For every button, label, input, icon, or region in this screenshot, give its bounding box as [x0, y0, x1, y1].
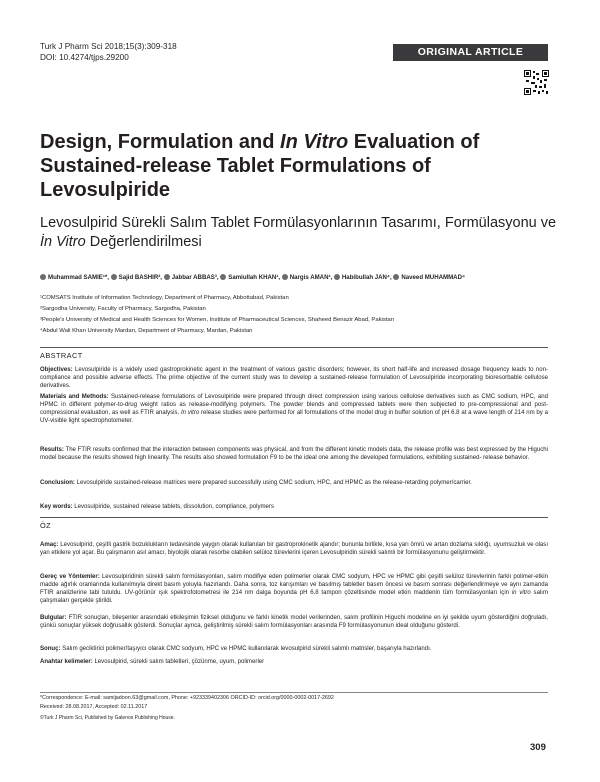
author — [111, 274, 162, 281]
abstract-methods — [40, 393, 548, 425]
orcid-icon — [40, 274, 46, 280]
author-list — [40, 274, 560, 281]
bulgular-label: Bulgular: — [40, 615, 67, 621]
objectives-text: Levosulpiride is a widely used gastroprokinetic agent in the treatment of various gastric disorders; however, its short half-life and increased dosage frequency leads to non-compliance and possible adverse effects. The prime objective of the current study was to develop a sustained-release formulation of Levosulpiride incorporating bioresorbable cellulose derivatives. — [40, 367, 548, 390]
subtitle-italic: İn Vitro — [40, 234, 86, 250]
orcid-icon — [393, 274, 399, 280]
affiliation: ²Sargodha University, Faculty of Pharmacy, Sargodha, Pakistan — [40, 306, 206, 312]
journal-info — [40, 41, 177, 63]
methods-text-end: release studies were performed for all formulations of the model drug in buffer solution of pH 6.8 at a wave length of 214 nm by a UV-visible light spectrophotometer. — [40, 410, 548, 425]
amac-text: Levosulpirid, çeşitli gastrik bozuklukların tedavisinde yaygın olarak kullanılan bir gastroprokinetik ajandır; bununla birlikte, kısa yarı ömrü ve artan dozlama sıklığı, uyumsuzluk ve olası yan etkilere yol açar. Bu çalışmanın asıl amacı, biyolojik olarak resorbe olabilen selüloz türevlerini içeren Levosulpiridin sürekli salımlı bir formülasyonunu geliştirmektir. — [40, 542, 548, 557]
conclusion-label: Conclusion: — [40, 480, 75, 486]
sonuc-label: Sonuç: — [40, 646, 61, 652]
affiliation: ³People's University of Medical and Health Sciences for Women, Institute of Pharmaceutical Sciences, Shaheed Benazir Abad, Pakistan — [40, 317, 394, 323]
orcid-icon — [111, 274, 117, 280]
oz-bulgular — [40, 614, 548, 630]
affiliation: ¹COMSATS Institute of Information Technology, Department of Pharmacy, Abbottabad, Pakistan — [40, 295, 289, 301]
oz-amac — [40, 541, 548, 557]
bulgular-text: FTIR sonuçları, bileşenler arasındaki etkileşimin fiziksel olduğunu ve farklı kinetik model verilerinden, salım profilinin Higuchi modeline en iyi şekilde uyum gösterdiğini doğruladı, çünkü sonuçlar yüksek doğrusallık gösterdi. Sonuçlar ayrıca, geliştirilmiş sürekli salım formülasyonları arasında F9 formülasyonunun ideal olduğunu gösterdi. — [40, 615, 548, 630]
orcid-icon — [220, 274, 226, 280]
methods-italic: In vitro — [180, 410, 200, 417]
anahtar-text: Levosulpirid, sürekli salım tabletleri, çözünme, uyum, polimerler — [92, 659, 265, 665]
author — [220, 274, 280, 281]
author-name: Samiullah KHAN¹, — [228, 274, 281, 281]
yontem-text-end: salım çalışmaları gerçekle ştirildi. — [40, 590, 548, 605]
keywords-label: Key words: — [40, 504, 73, 510]
oz-heading: ÖZ — [40, 517, 548, 530]
author-name: Habibullah JAN⁴, — [341, 274, 392, 281]
abstract-keywords — [40, 503, 548, 511]
methods-label: Materials and Methods: — [40, 394, 109, 400]
yontem-text: Levosulpiridinin sürekli salım formülasyonları, salım modifiye eden polimerler olarak CMC sodyum, HPC ve HPMC gibi çeşitli selüloz türevlerinin farklı polimer-etkin madde ağırlık oranlarında kullanılmıyla direkt basım yoluyla hazırlandı. Daha sonra, toz karışımları ve basılmış tabletler basım öncesi ve basım sonrası değerlendirmeye ve aynı zamanda FTIR analizlerine tabi tutuldu. UV-görünür ışık spektrofotometresi ile 214 nm dalga boyunda pH 6.8 tampon çözeltisinde model etkin maddenin tüm formülasyonları için — [40, 574, 548, 597]
author — [334, 274, 392, 281]
journal-citation: Turk J Pharm Sci 2018;15(3):309-318 — [40, 42, 177, 51]
orcid-icon — [282, 274, 288, 280]
author-name: Nargis AMAN¹, — [289, 274, 333, 281]
qr-code-icon — [524, 70, 549, 95]
article-title-turkish — [40, 214, 560, 252]
page-number: 309 — [530, 742, 546, 753]
oz-anahtar — [40, 658, 548, 666]
oz-yontem — [40, 573, 548, 605]
methods-text: Sustained-release formulations of Levosulpiride were prepared through direct compression using various cellulose derivatives such as CMC sodium, HPC, and HPMC in different polymer-to-drug weight ratios as release-modifying polymers. The powder blends and compressed tablets were then subjected to pre-compressional and post-compressional evaluation, as well as FTIR analysis. — [40, 394, 548, 417]
results-text: The FTIR results confirmed that the interaction between components was physical, and from the different kinetic models data, the release profile was best expressed by the Higuchi model because the results showed high linearity. The results also showed formulation F9 to be the ideal one among the developed formulations, exhibiting sustained- release behavior. — [40, 447, 548, 462]
yontem-label: Gereç ve Yöntemler: — [40, 574, 100, 580]
oz-sonuc — [40, 645, 548, 653]
subtitle-text-end: Değerlendirilmesi — [85, 234, 202, 250]
author — [40, 274, 109, 281]
received-accepted: Received: 28.08.2017, Accepted: 02.11.2017 — [40, 704, 148, 710]
footer-divider — [40, 692, 548, 693]
copyright: ©Turk J Pharm Sci, Published by Galenos Publishing House. — [40, 715, 175, 721]
author — [282, 274, 332, 281]
abstract-heading: ABSTRACT — [40, 347, 548, 360]
author-name: Naveed MUHAMMAD⁴ — [401, 274, 465, 281]
results-label: Results: — [40, 447, 64, 453]
author-name: Sajid BASHIR², — [118, 274, 162, 281]
title-text-end: Evaluation of Sustained-release Tablet Formulations of Levosulpiride — [40, 131, 480, 201]
yontem-italic: in vitro — [511, 590, 531, 597]
correspondence: *Correspondence: E-mail: samijadoon.63@gmail.com, Phone: +923339402306 ORCID-ID: orcid.org/0000-0002-0017-2692 — [40, 695, 334, 701]
subtitle-text: Levosulpirid Sürekli Salım Tablet Formülasyonlarının Tasarımı, Formülasyonu ve — [40, 215, 557, 231]
affiliation: ⁴Abdul Wali Khan University Mardan, Department of Pharmacy, Mardan, Pakistan — [40, 328, 253, 334]
title-text: Design, Formulation and — [40, 131, 281, 153]
doi: DOI: 10.4274/tjps.29200 — [40, 53, 129, 62]
keywords-text: Levosulpiride, sustained release tablets, dissolution, compliance, polymers — [72, 504, 274, 510]
abstract-results — [40, 446, 548, 462]
author — [164, 274, 219, 281]
author — [393, 274, 465, 281]
abstract-conclusion — [40, 479, 548, 487]
author-name: Muhammad SAMIE¹*, — [48, 274, 109, 281]
orcid-icon — [334, 274, 340, 280]
article-title — [40, 130, 560, 202]
objectives-label: Objectives: — [40, 367, 73, 373]
title-italic: In Vitro — [280, 131, 349, 153]
orcid-icon — [164, 274, 170, 280]
amac-label: Amaç: — [40, 542, 59, 548]
article-type-badge: ORIGINAL ARTICLE — [393, 44, 548, 61]
conclusion-text: Levosulpiride sustained-release matrices were prepared successfully using CMC sodium, HPC, and HPMC as the release-retarding polymer/carrier. — [74, 480, 472, 486]
anahtar-label: Anahtar kelimeler: — [40, 659, 93, 665]
abstract-objectives — [40, 366, 548, 390]
sonuc-text: Salım geciktirici polimer/taşıyıcı olarak CMC sodyum, HPC ve HPMC kullanılarak levosulpirid sürekli salımlı matrisler, başarıyla hazırlandı. — [60, 646, 432, 652]
author-name: Jabbar ABBAS³, — [171, 274, 219, 281]
